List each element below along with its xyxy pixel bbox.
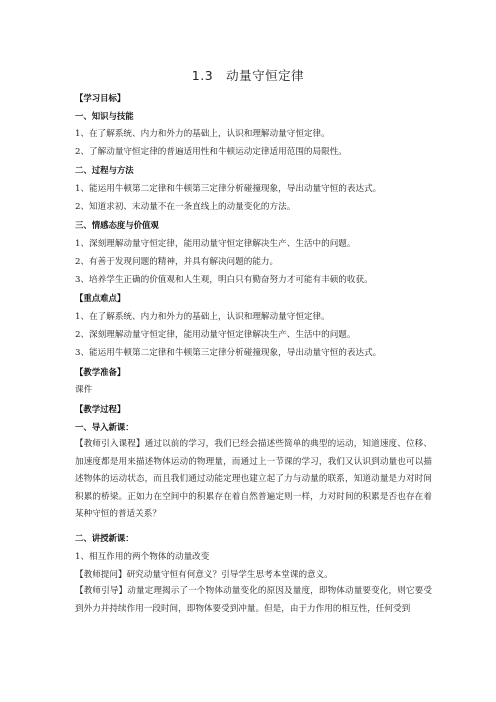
new-lesson-item-2: 【教师提问】研究动量守恒有何意义？引导学生思考本堂课的意义。 [75,570,333,580]
process-item-1: 1、能运用牛顿第二定律和牛顿第三定律分析碰撞现象，导出动量守恒的表达式。 [75,184,382,194]
key-points-heading: 【重点难点】 [75,293,126,303]
knowledge-heading: 一、知识与技能 [75,111,134,121]
attitude-item-3: 3、培养学生正确的价值观和人生观，明白只有勤奋努力才可能有丰硕的收获。 [75,275,373,285]
attitude-item-1: 1、深刻理解动量守恒定律，能用动量守恒定律解决生产、生活中的问题。 [75,239,356,249]
key-point-3: 3、能运用牛顿第二定律和牛顿第三定律分析碰撞现象，导出动量守恒的表达式。 [75,348,382,358]
goals-heading: 【学习目标】 [75,93,126,103]
key-point-1: 1、在了解系统、内力和外力的基础上，认识和理解动量守恒定律。 [75,312,330,322]
attitude-heading: 三、情感态度与价值观 [75,220,159,230]
intro-paragraph: 【教师引入课程】通过以前的学习，我们已经会描述些简单的典型的运动，知道速度、位移、加速度都是用来描述物体运动的物理量，而通过上一节课的学习，我们又认识到动量也可以描述物体的运动状态，而且我们通过动能定理也建立起了力与动量的联系，知道动量是力对时间积累的桥梁。正如力在空间中的积累存在着自然普遍定则一样，力对时间的积累是否也存在着某种守恒的普适关系？ [75,439,432,520]
knowledge-item-2: 2、了解动量守恒定律的普遍适用性和牛顿运动定律适用范围的局限性。 [75,147,347,157]
new-lesson-heading: 二、讲授新课： [75,533,134,543]
new-lesson-item-1: 1、相互作用的两个物体的动量改变 [75,552,210,562]
knowledge-item-1: 1、在了解系统、内力和外力的基础上，认识和理解动量守恒定律。 [75,129,330,139]
process-heading: 二、过程与方法 [75,165,134,175]
intro-heading: 一、导入新课： [75,422,134,432]
prep-text: 课件 [75,385,93,395]
key-point-2: 2、深刻理解动量守恒定律，能用动量守恒定律解决生产、生活中的问题。 [75,330,356,340]
attitude-item-2: 2、有善于发现问题的精神，并具有解决问题的能力。 [75,257,279,267]
prep-heading: 【教学准备】 [75,367,126,377]
procedure-heading: 【教学过程】 [75,404,126,414]
new-lesson-paragraph: 【教师引导】动量定理揭示了一个物体动量变化的原因及量度，即物体动量要变化，则它要受到外力并持续作用一段时间，即物体要受到冲量。但是，由于力作用的相互性，任何受到 [75,586,432,614]
page-title: 1.3 动量守恒定律 [191,68,305,83]
process-item-2: 2、知道求初、末动量不在一条直线上的动量变化的方法。 [75,202,296,212]
